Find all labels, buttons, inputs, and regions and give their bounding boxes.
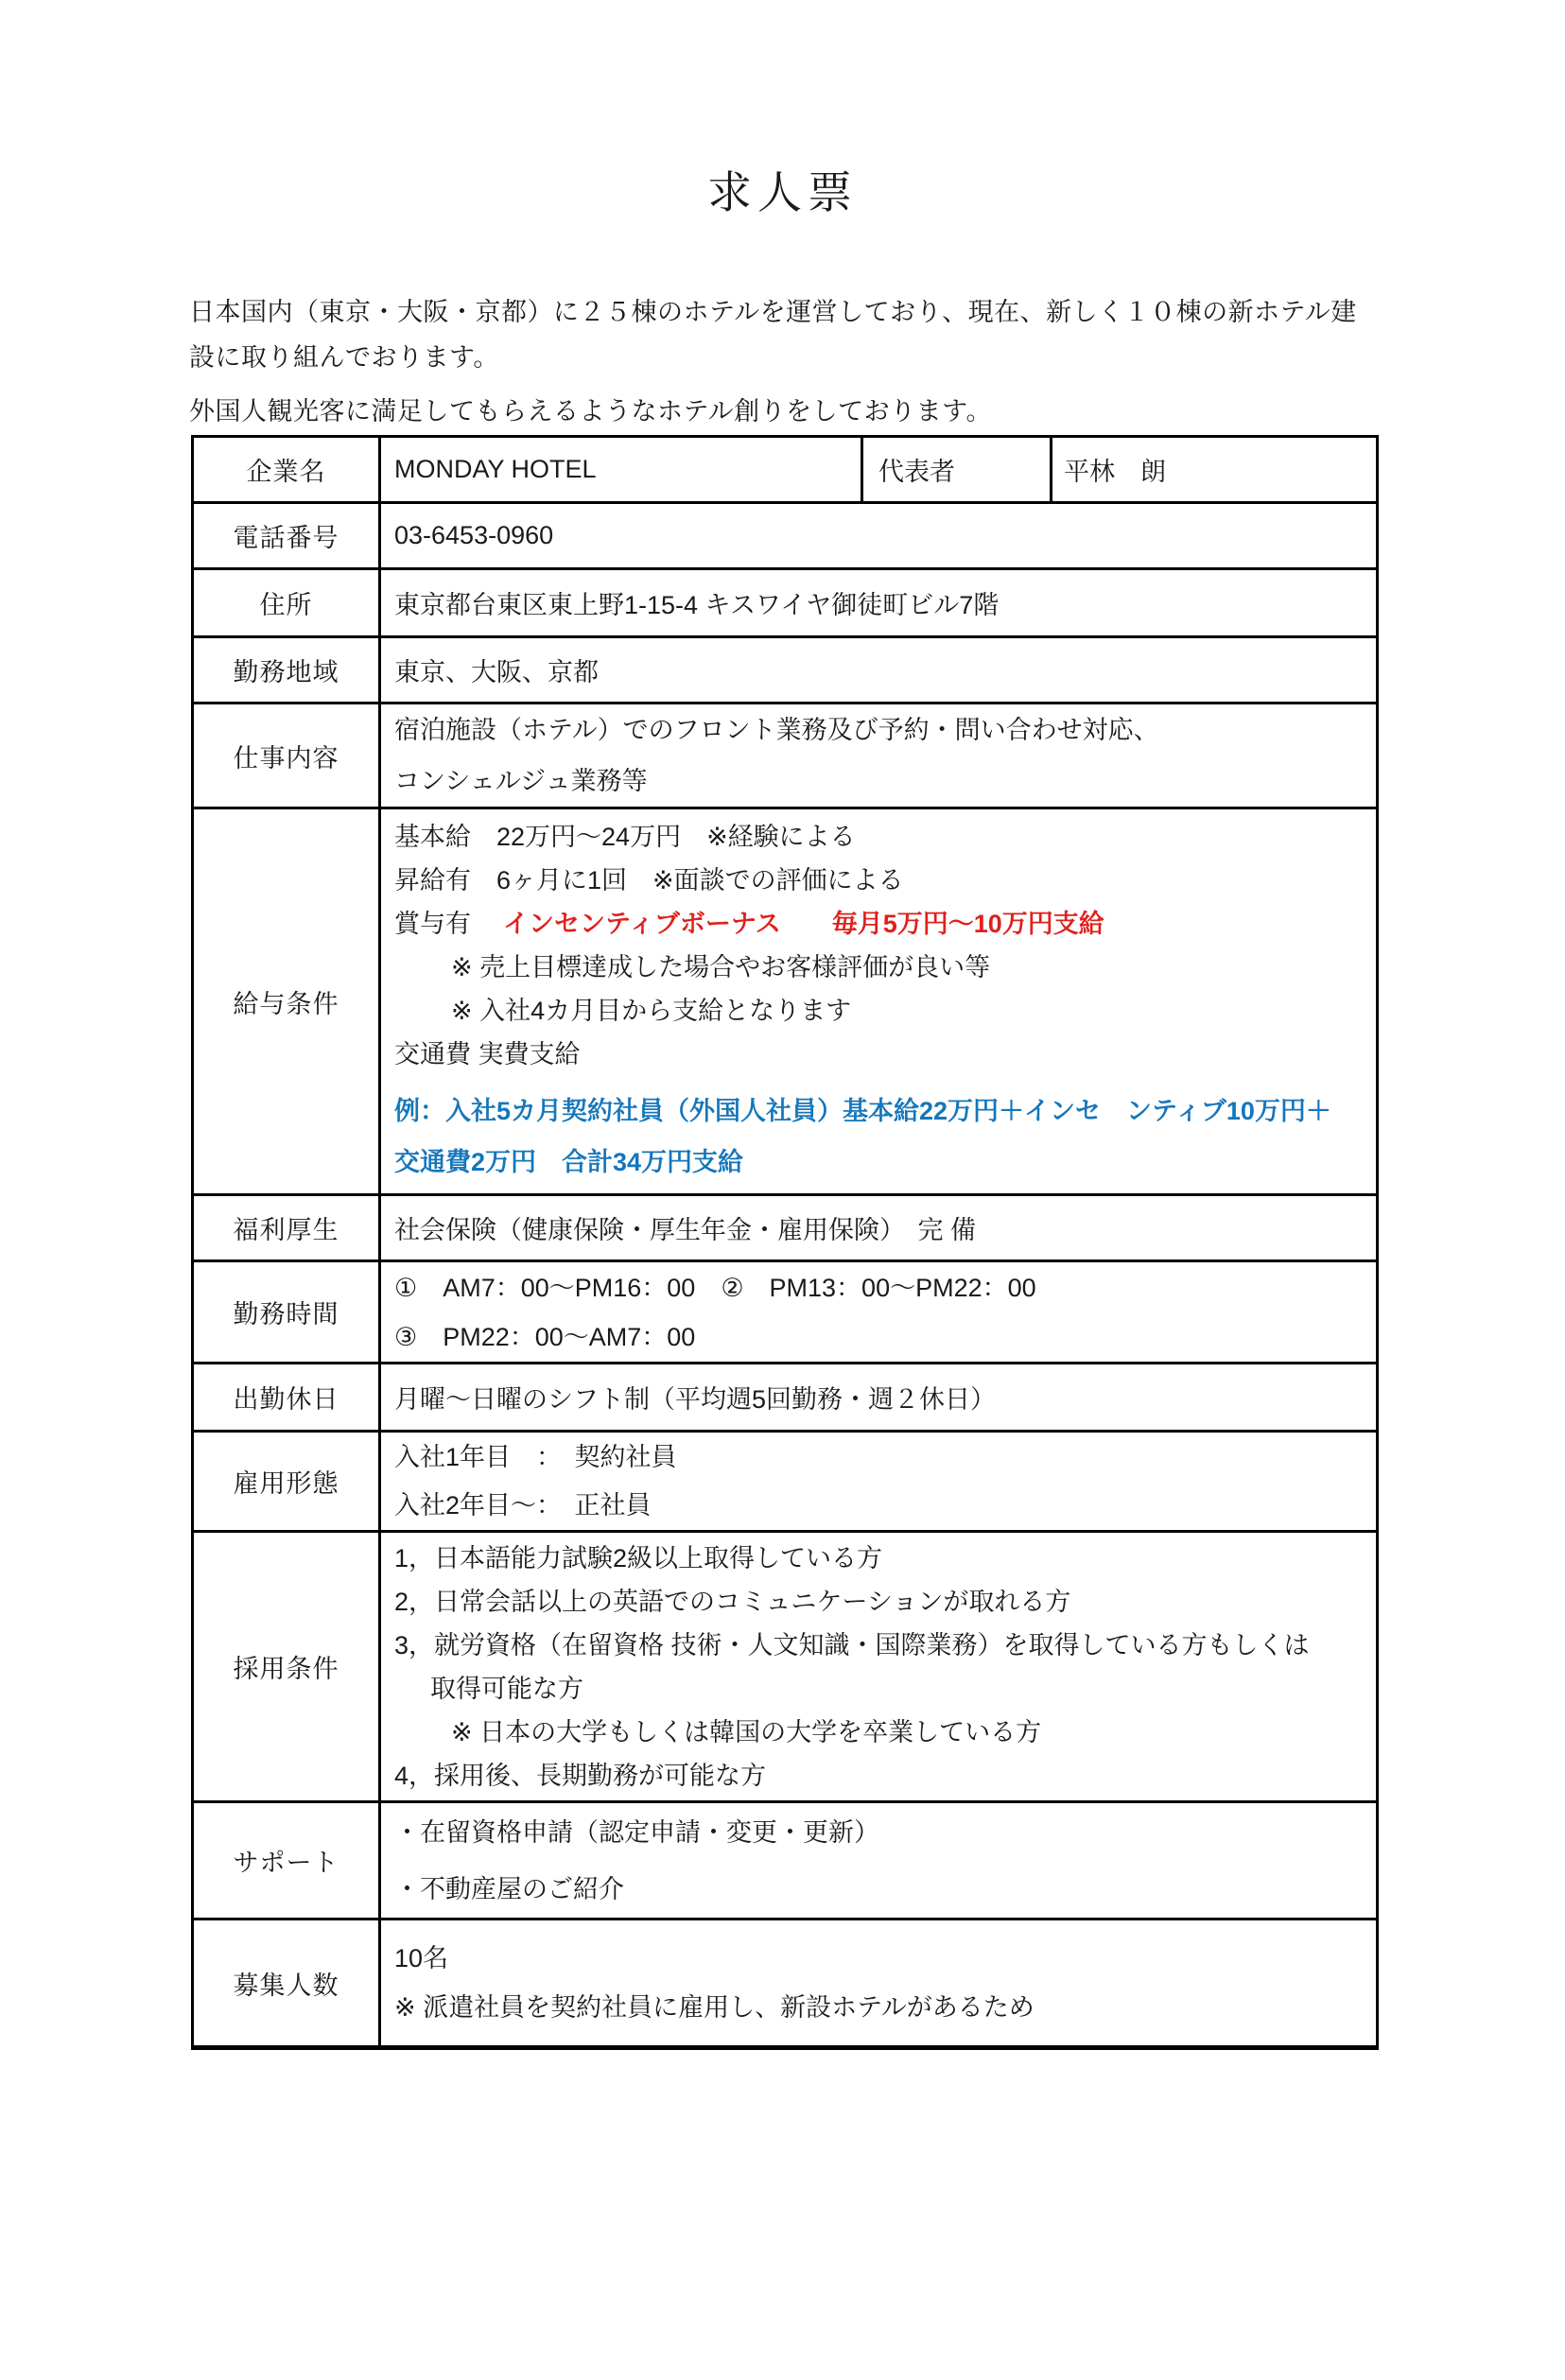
salary-note-1: ※ 売上目標達成した場合やお客様評価が良い等 — [451, 953, 991, 982]
salary-note-2: ※ 入社4カ月目から支給となります — [451, 997, 852, 1025]
support-label: サポート — [193, 1802, 380, 1920]
requirement-item-1: 1，日本語能力試験2級以上取得している方 — [394, 1543, 883, 1572]
job-description-line-2: コンシェルジュ業務等 — [394, 767, 648, 795]
address-value: 東京都台東区東上野1-15-4 キスワイヤ御徒町ビル7階 — [380, 569, 1378, 637]
intro-line-1: 日本国内（東京・大阪・京都）に２５棟のホテルを運営しており、現在、新しく１０棟の新ホテル建 — [189, 298, 1357, 326]
row-phone — [193, 503, 1378, 569]
openings-value — [380, 1920, 1378, 2048]
representative-label: 代表者 — [862, 437, 1052, 503]
working-hours-line-1: ① AM7：00～PM16：00 ② PM13：00～PM22：00 — [394, 1273, 1036, 1302]
representative-value: 平林 朗 — [1052, 437, 1378, 503]
salary-value — [380, 808, 1378, 1195]
support-value — [380, 1802, 1378, 1920]
row-salary — [193, 808, 1378, 1195]
requirements-value — [380, 1532, 1378, 1802]
row-support — [193, 1802, 1378, 1920]
phone-label: 電話番号 — [193, 503, 380, 569]
requirement-item-3: 3，就労資格（在留資格 技術・人文知識・国際業務）を取得している方もしくは — [394, 1630, 1310, 1659]
employment-type-label: 雇用形態 — [193, 1432, 380, 1532]
salary-raise: 昇給有 6ヶ月に1回 ※面談での評価による — [394, 866, 904, 895]
support-line-2: ・不動産屋のご紹介 — [394, 1874, 624, 1903]
row-employment-type — [193, 1432, 1378, 1532]
address-label: 住所 — [193, 569, 380, 637]
row-work-area — [193, 637, 1378, 704]
requirement-item-2: 2，日常会話以上の英語でのコミュニケーションが取れる方 — [394, 1587, 1071, 1616]
intro-paragraph-1 — [189, 289, 1565, 380]
requirement-item-3-note: ※ 日本の大学もしくは韓国の大学を卒業している方 — [451, 1717, 1042, 1746]
row-openings — [193, 1920, 1378, 2048]
support-line-1: ・在留資格申請（認定申請・変更・更新） — [394, 1817, 879, 1847]
intro-line-2: 設に取り組んでおります。 — [189, 343, 499, 372]
openings-count: 10名 — [394, 1944, 449, 1972]
openings-note: ※ 派遣社員を契約社員に雇用し、新設ホテルがあるため — [394, 1993, 1035, 2022]
job-description-label: 仕事内容 — [193, 704, 380, 808]
requirement-item-3-continued: 取得可能な方 — [430, 1674, 583, 1703]
company-label: 企業名 — [193, 437, 380, 503]
job-description-value — [380, 704, 1378, 808]
employment-year-1: 入社1年目 ： 契約社員 — [394, 1442, 677, 1471]
workdays-label: 出勤休日 — [193, 1364, 380, 1432]
salary-bonus-incentive: インセンティブボーナス 毎月5万円～10万円支給 — [503, 910, 1104, 938]
row-welfare — [193, 1195, 1378, 1261]
working-hours-value — [380, 1261, 1378, 1364]
work-area-label: 勤務地域 — [193, 637, 380, 704]
row-company — [193, 437, 1378, 503]
openings-label: 募集人数 — [193, 1920, 380, 2048]
row-working-hours — [193, 1261, 1378, 1364]
job-description-line-1: 宿泊施設（ホテル）でのフロント業務及び予約・問い合わせ対応、 — [394, 716, 1159, 744]
work-area-value: 東京、大阪、京都 — [380, 637, 1378, 704]
row-job-description — [193, 704, 1378, 808]
row-workdays — [193, 1364, 1378, 1432]
row-address — [193, 569, 1378, 637]
welfare-label: 福利厚生 — [193, 1195, 380, 1261]
salary-example-line-1: 例：入社5カ月契約社員（外国人社員）基本給22万円＋インセ ンティブ10万円＋ — [394, 1097, 1331, 1125]
employment-type-value — [380, 1432, 1378, 1532]
requirement-item-4: 4，採用後、長期勤務が可能な方 — [394, 1761, 767, 1790]
job-posting-page — [0, 168, 1565, 2050]
salary-bonus — [394, 902, 1366, 946]
working-hours-line-2: ③ PM22：00～AM7：00 — [394, 1322, 696, 1351]
page-title: 求人票 — [707, 167, 858, 217]
welfare-value: 社会保険（健康保険・厚生年金・雇用保険） 完 備 — [380, 1195, 1378, 1261]
salary-example-line-2: 交通費2万円 合計34万円支給 — [394, 1148, 744, 1176]
company-value: MONDAY HOTEL — [380, 437, 862, 503]
working-hours-label: 勤務時間 — [193, 1261, 380, 1364]
workdays-value: 月曜～日曜のシフト制（平均週5回勤務・週２休日） — [380, 1364, 1378, 1432]
employment-year-2: 入社2年目～： 正社員 — [394, 1490, 652, 1520]
intro-paragraph-2: 外国人観光客に満足してもらえるようなホテル創りをしております。 — [189, 397, 992, 426]
row-requirements — [193, 1532, 1378, 1802]
salary-label: 給与条件 — [193, 808, 380, 1195]
salary-transport: 交通費 実費支給 — [394, 1040, 581, 1068]
requirements-label: 採用条件 — [193, 1532, 380, 1802]
salary-base: 基本給 22万円～24万円 ※経験による — [394, 823, 856, 851]
job-table — [191, 435, 1379, 2050]
phone-value: 03-6453-0960 — [380, 503, 1378, 569]
salary-bonus-label: 賞与有 — [394, 910, 471, 938]
